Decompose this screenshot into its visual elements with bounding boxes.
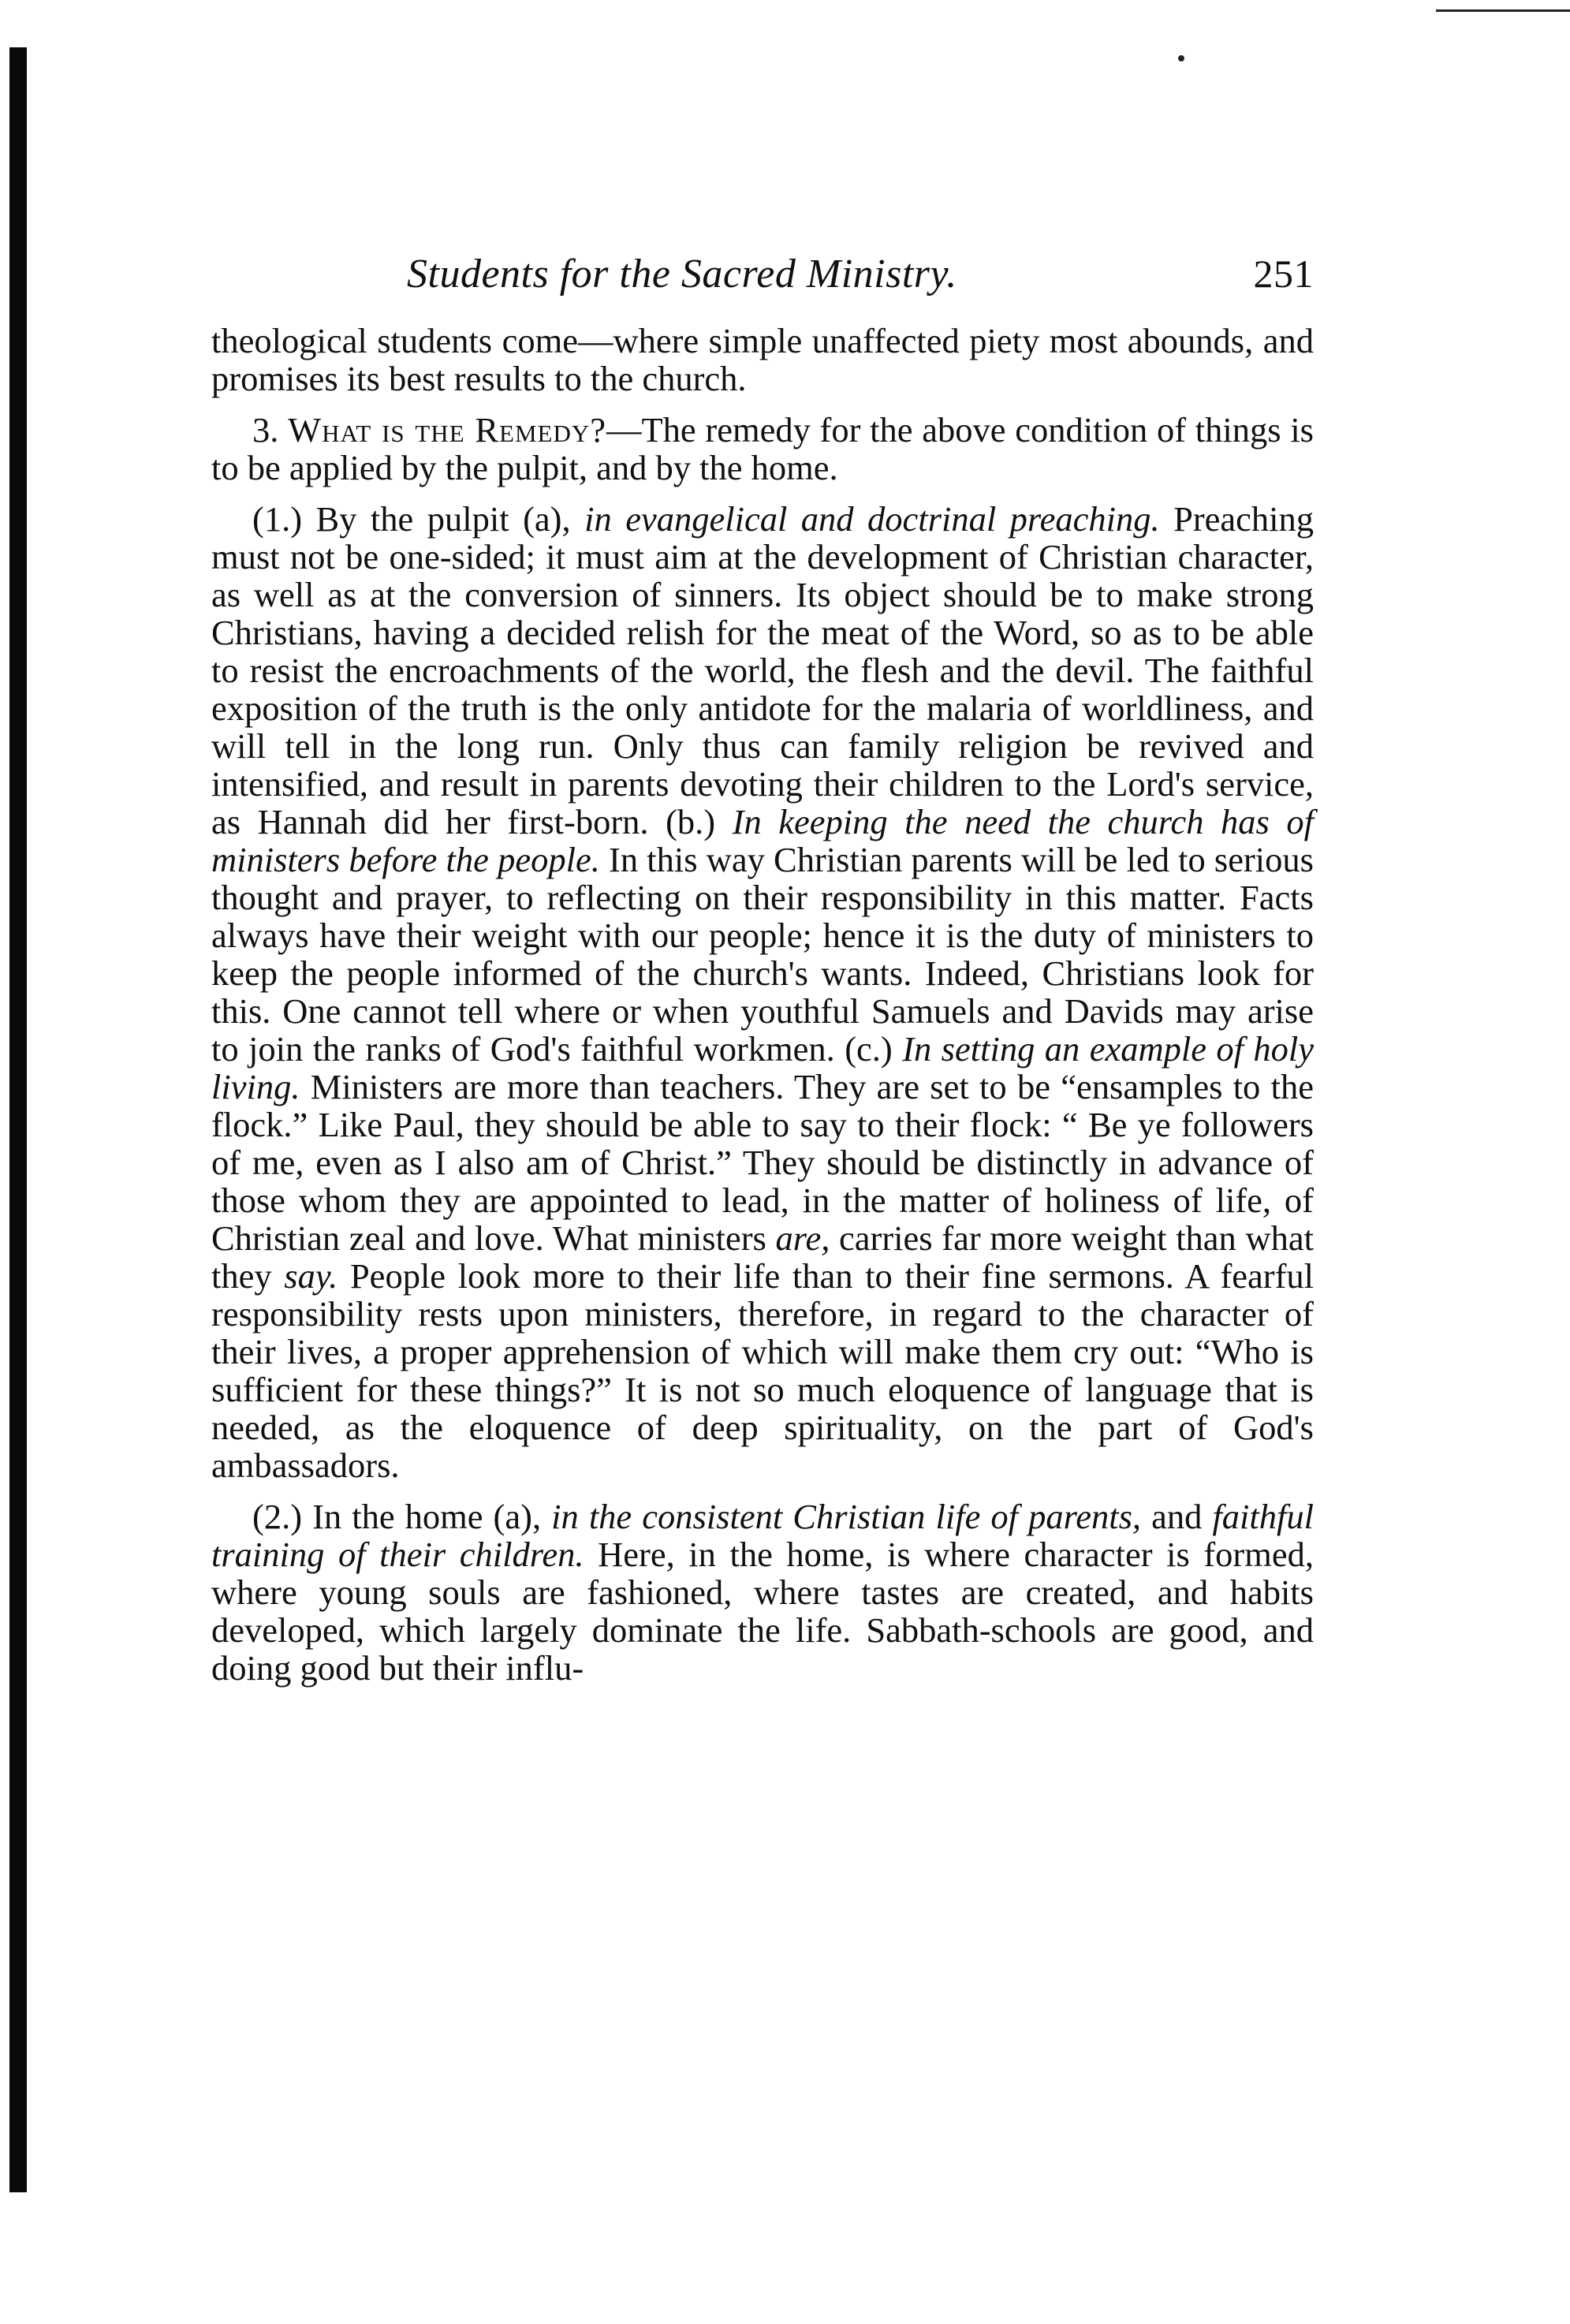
section-number: 3. <box>252 410 279 450</box>
page-number: 251 <box>1253 252 1314 296</box>
paragraph-pulpit <box>211 500 1314 1484</box>
italic-phrase: in the consistent Christian life of parents, <box>551 1497 1142 1536</box>
italic-word: say. <box>284 1256 338 1296</box>
paragraph-text: Preaching must not be one-sided; it must aim at the development of Christian character, as well as at the conversion of sinners. Its object should be to make strong Christians, having a decided relish for the meat of the Word, so as to be able to resist the encroachments of the world, the flesh and the devil. The faithful exposition of the truth is the only antidote for the malaria of worldliness, and will tell in the long run. Only thus can family religion be revived and intensified, and result in parents devoting their children to the Lord's service, as Hannah did her first-born. <box>211 499 1315 841</box>
running-title: Students for the Sacred Ministry. <box>407 252 957 297</box>
italic-phrase: In keeping the need the church has of ministers before the people. <box>211 802 1314 879</box>
subsection-lead: (2.) In the home (a), <box>252 1497 542 1536</box>
item-label: (b.) <box>666 802 716 841</box>
body-text <box>211 322 1314 1687</box>
paragraph-text: In this way Christian parents will be led to serious thought and prayer, to reflecting on their responsibility in this matter. Facts always have their weight with our people; hence it is the duty of ministers to keep the people informed of the church's wants. Indeed, Christians look for this. One cannot tell where or when youthful Samuels and Davids may arise to join the ranks of God's faithful workmen. <box>211 840 1314 1069</box>
paragraph-text: theological students come—where simple unaffected piety most abounds, and promises its best results to the church. <box>211 321 1314 398</box>
paragraph-continuation <box>211 322 1314 397</box>
italic-phrase: in evangelical and doctrinal preaching. <box>584 499 1160 539</box>
paragraph-text: Here, in the home, is where character is formed, where young souls are fashioned, where tastes are created, and habits developed, which largely dominate the life. Sabbath-schools are good, and doing good but their influ- <box>211 1535 1314 1688</box>
subsection-lead: (1.) By the pulpit (a), <box>252 499 571 539</box>
italic-phrase: In setting an example of holy living. <box>211 1029 1315 1106</box>
paragraph-text: Ministers are more than teachers. They are set to be “ensamples to the flock.” Like Paul, they should be able to say to their flock: “ Be ye followers of me, even as I also am of Christ.” They should be distinctly in advance of those whom they are appointed to lead, in the matter of holiness of life, of Christian zeal and love. What ministers <box>211 1067 1314 1258</box>
italic-word: are, <box>775 1218 830 1258</box>
paragraph-text: —The remedy for the above condition of things is to be applied by the pulpit, and by the home. <box>211 410 1314 487</box>
italic-phrase: faithful training of their children. <box>211 1497 1315 1574</box>
paragraph-text: and <box>1151 1497 1203 1536</box>
paragraph-remedy <box>211 411 1314 487</box>
section-heading: What is the Remedy? <box>288 410 606 450</box>
paragraph-text: carries far more weight than what they <box>211 1218 1314 1296</box>
item-label: (c.) <box>845 1029 893 1069</box>
paragraph-home <box>211 1498 1314 1687</box>
paragraph-text: People look more to their life than to their fine sermons. A fearful responsibility rests upon ministers, therefore, in regard to the character of their lives, a proper apprehension of which will make them cry out: “Who is sufficient for these things?” It is not so much eloquence of language that is needed, as the eloquence of deep spirituality, on the part of God's ambassadors. <box>211 1256 1315 1485</box>
